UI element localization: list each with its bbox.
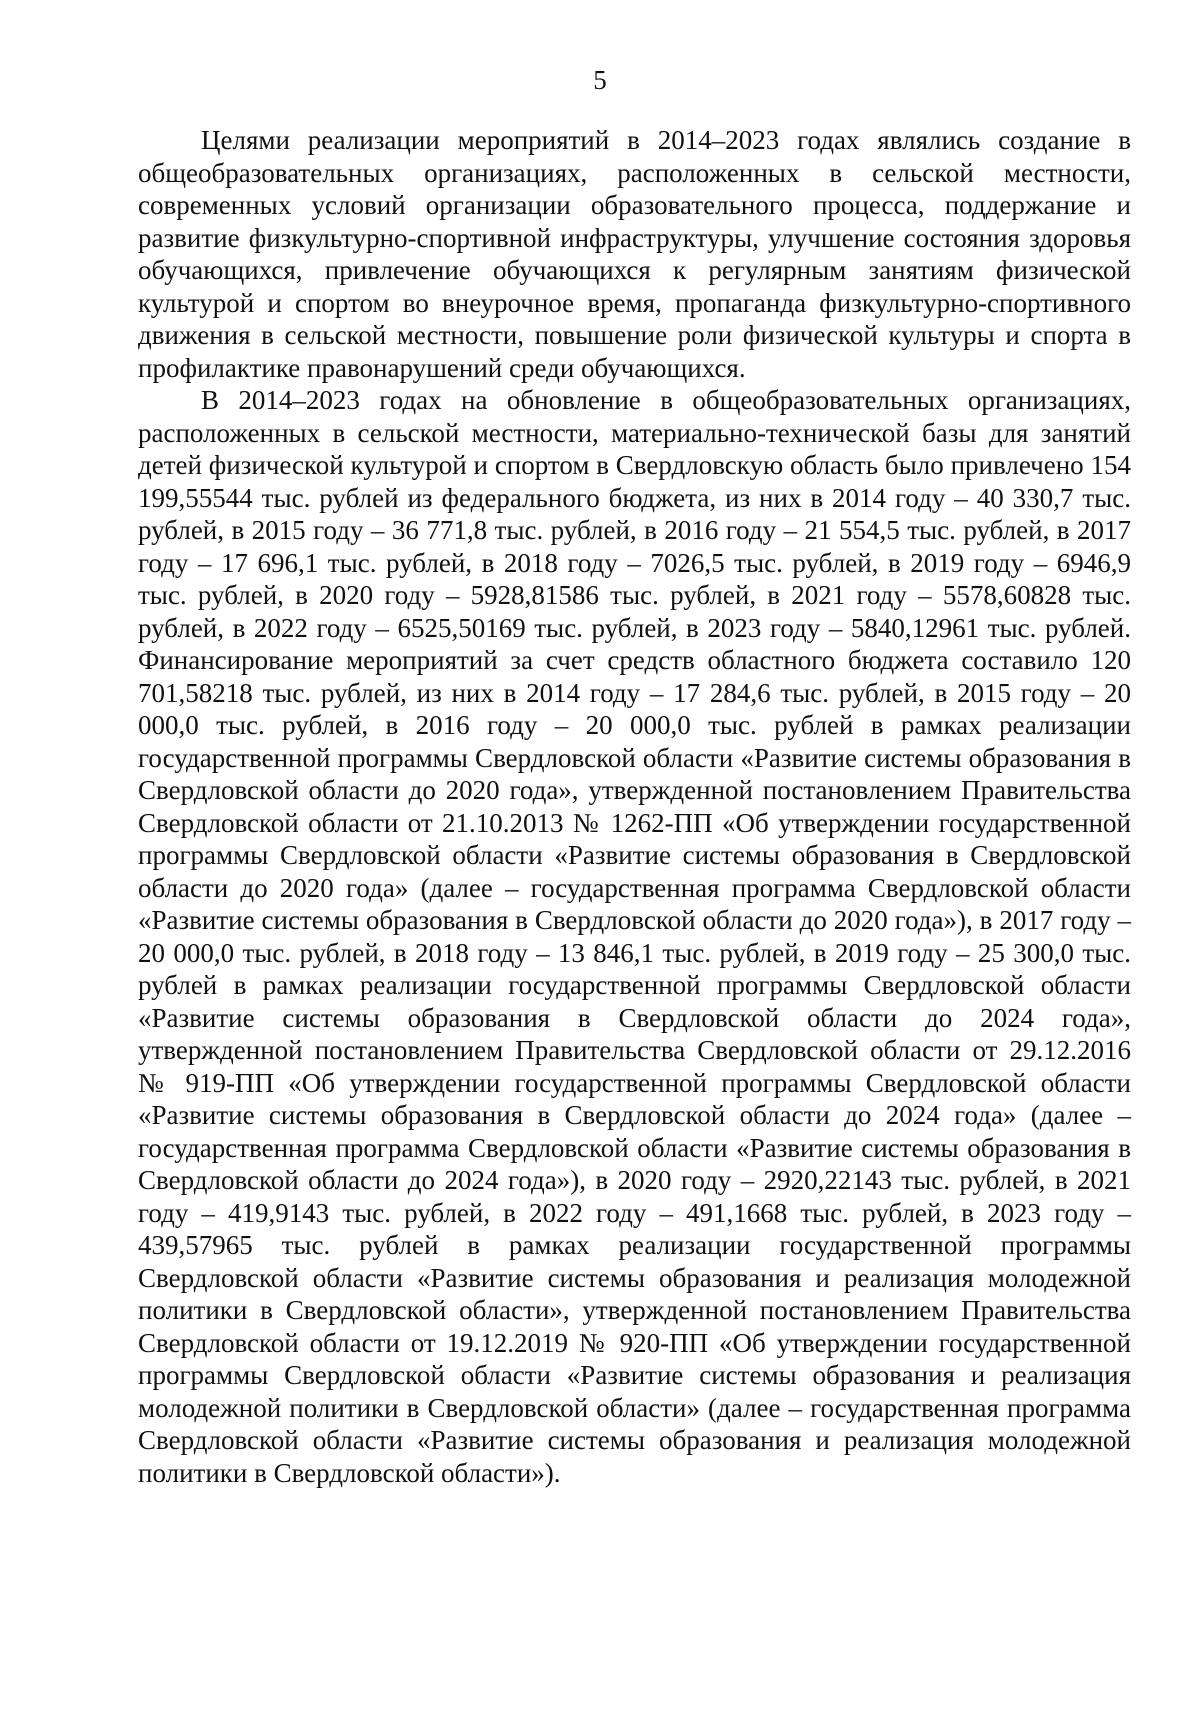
- page-number: 5: [593, 65, 607, 95]
- paragraph-goals: Целями реализации мероприятий в 2014–2023 годах являлись создание в общеобразовательных организациях, расположенных в сельской местности, современных условий организации образовательного процесса, поддержание и развитие физкультурно-спортивной инфраструктуры, улучшение состояния здоровья обучающихся, привлечение обучающихся к регулярным занятиям физической культурой и спортом во внеурочное время, пропаганда физкультурно-спортивного движения в сельской местности, повышение роли физической культуры и спорта в профилактике правонарушений среди обучающихся.: [138, 125, 1131, 383]
- document-body: [138, 124, 1131, 1489]
- paragraph-funding: В 2014–2023 годах на обновление в общеобразовательных организациях, расположенных в сельской местности, материально-технической базы для занятий детей физической культурой и спортом в Свердловскую область было привлечено 154 199,55544 тыс. рублей из федерального бюджета, из них в 2014 году – 40 330,7 тыс. рублей, в 2015 году – 36 771,8 тыс. рублей, в 2016 году – 21 554,5 тыс. рублей, в 2017 году – 17 696,1 тыс. рублей, в 2018 году – 7026,5 тыс. рублей, в 2019 году – 6946,9 тыс. рублей, в 2020 году – 5928,81586 тыс. рублей, в 2021 году – 5578,60828 тыс. рублей, в 2022 году – 6525,50169 тыс. рублей, в 2023 году – 5840,12961 тыс. рублей. Финансирование мероприятий за счет средств областного бюджета составило 120 701,58218 тыс. рублей, из них в 2014 году – 17 284,6 тыс. рублей, в 2015 году – 20 000,0 тыс. рублей, в 2016 году – 20 000,0 тыс. рублей в рамках реализации государственной программы Свердловской области «Развитие системы образования в Свердловской области до 2020 года», утвержденной постановлением Правительства Свердловской области от 21.10.2013 № 1262-ПП «Об утверждении государственной программы Свердловской области «Развитие системы образования в Свердловской области до 2020 года» (далее – государственная программа Свердловской области «Развитие системы образования в Свердловской области до 2020 года»), в 2017 году – 20 000,0 тыс. рублей, в 2018 году – 13 846,1 тыс. рублей, в 2019 году – 25 300,0 тыс. рублей в рамках реализации государственной программы Свердловской области «Развитие системы образования в Свердловской области до 2024 года», утвержденной постановлением Правительства Свердловской области от 29.12.2016 № 919-ПП «Об утверждении государственной программы Свердловской области «Развитие системы образования в Свердловской области до 2024 года» (далее – государственная программа Свердловской области «Развитие системы образования в Свердловской области до 2024 года»), в 2020 году – 2920,22143 тыс. рублей, в 2021 году – 419,9143 тыс. рублей, в 2022 году – 491,1668 тыс. рублей, в 2023 году – 439,57965 тыс. рублей в рамках реализации государственной программы Свердловской области «Развитие системы образования и реализация молодежной политики в Свердловской области», утвержденной постановлением Правительства Свердловской области от 19.12.2019 № 920-ПП «Об утверждении государственной программы Свердловской области «Развитие системы образования и реализация молодежной политики в Свердловской области» (далее – государственная программа Свердловской области «Развитие системы образования и реализация молодежной политики в Свердловской области»).: [138, 385, 1131, 1488]
